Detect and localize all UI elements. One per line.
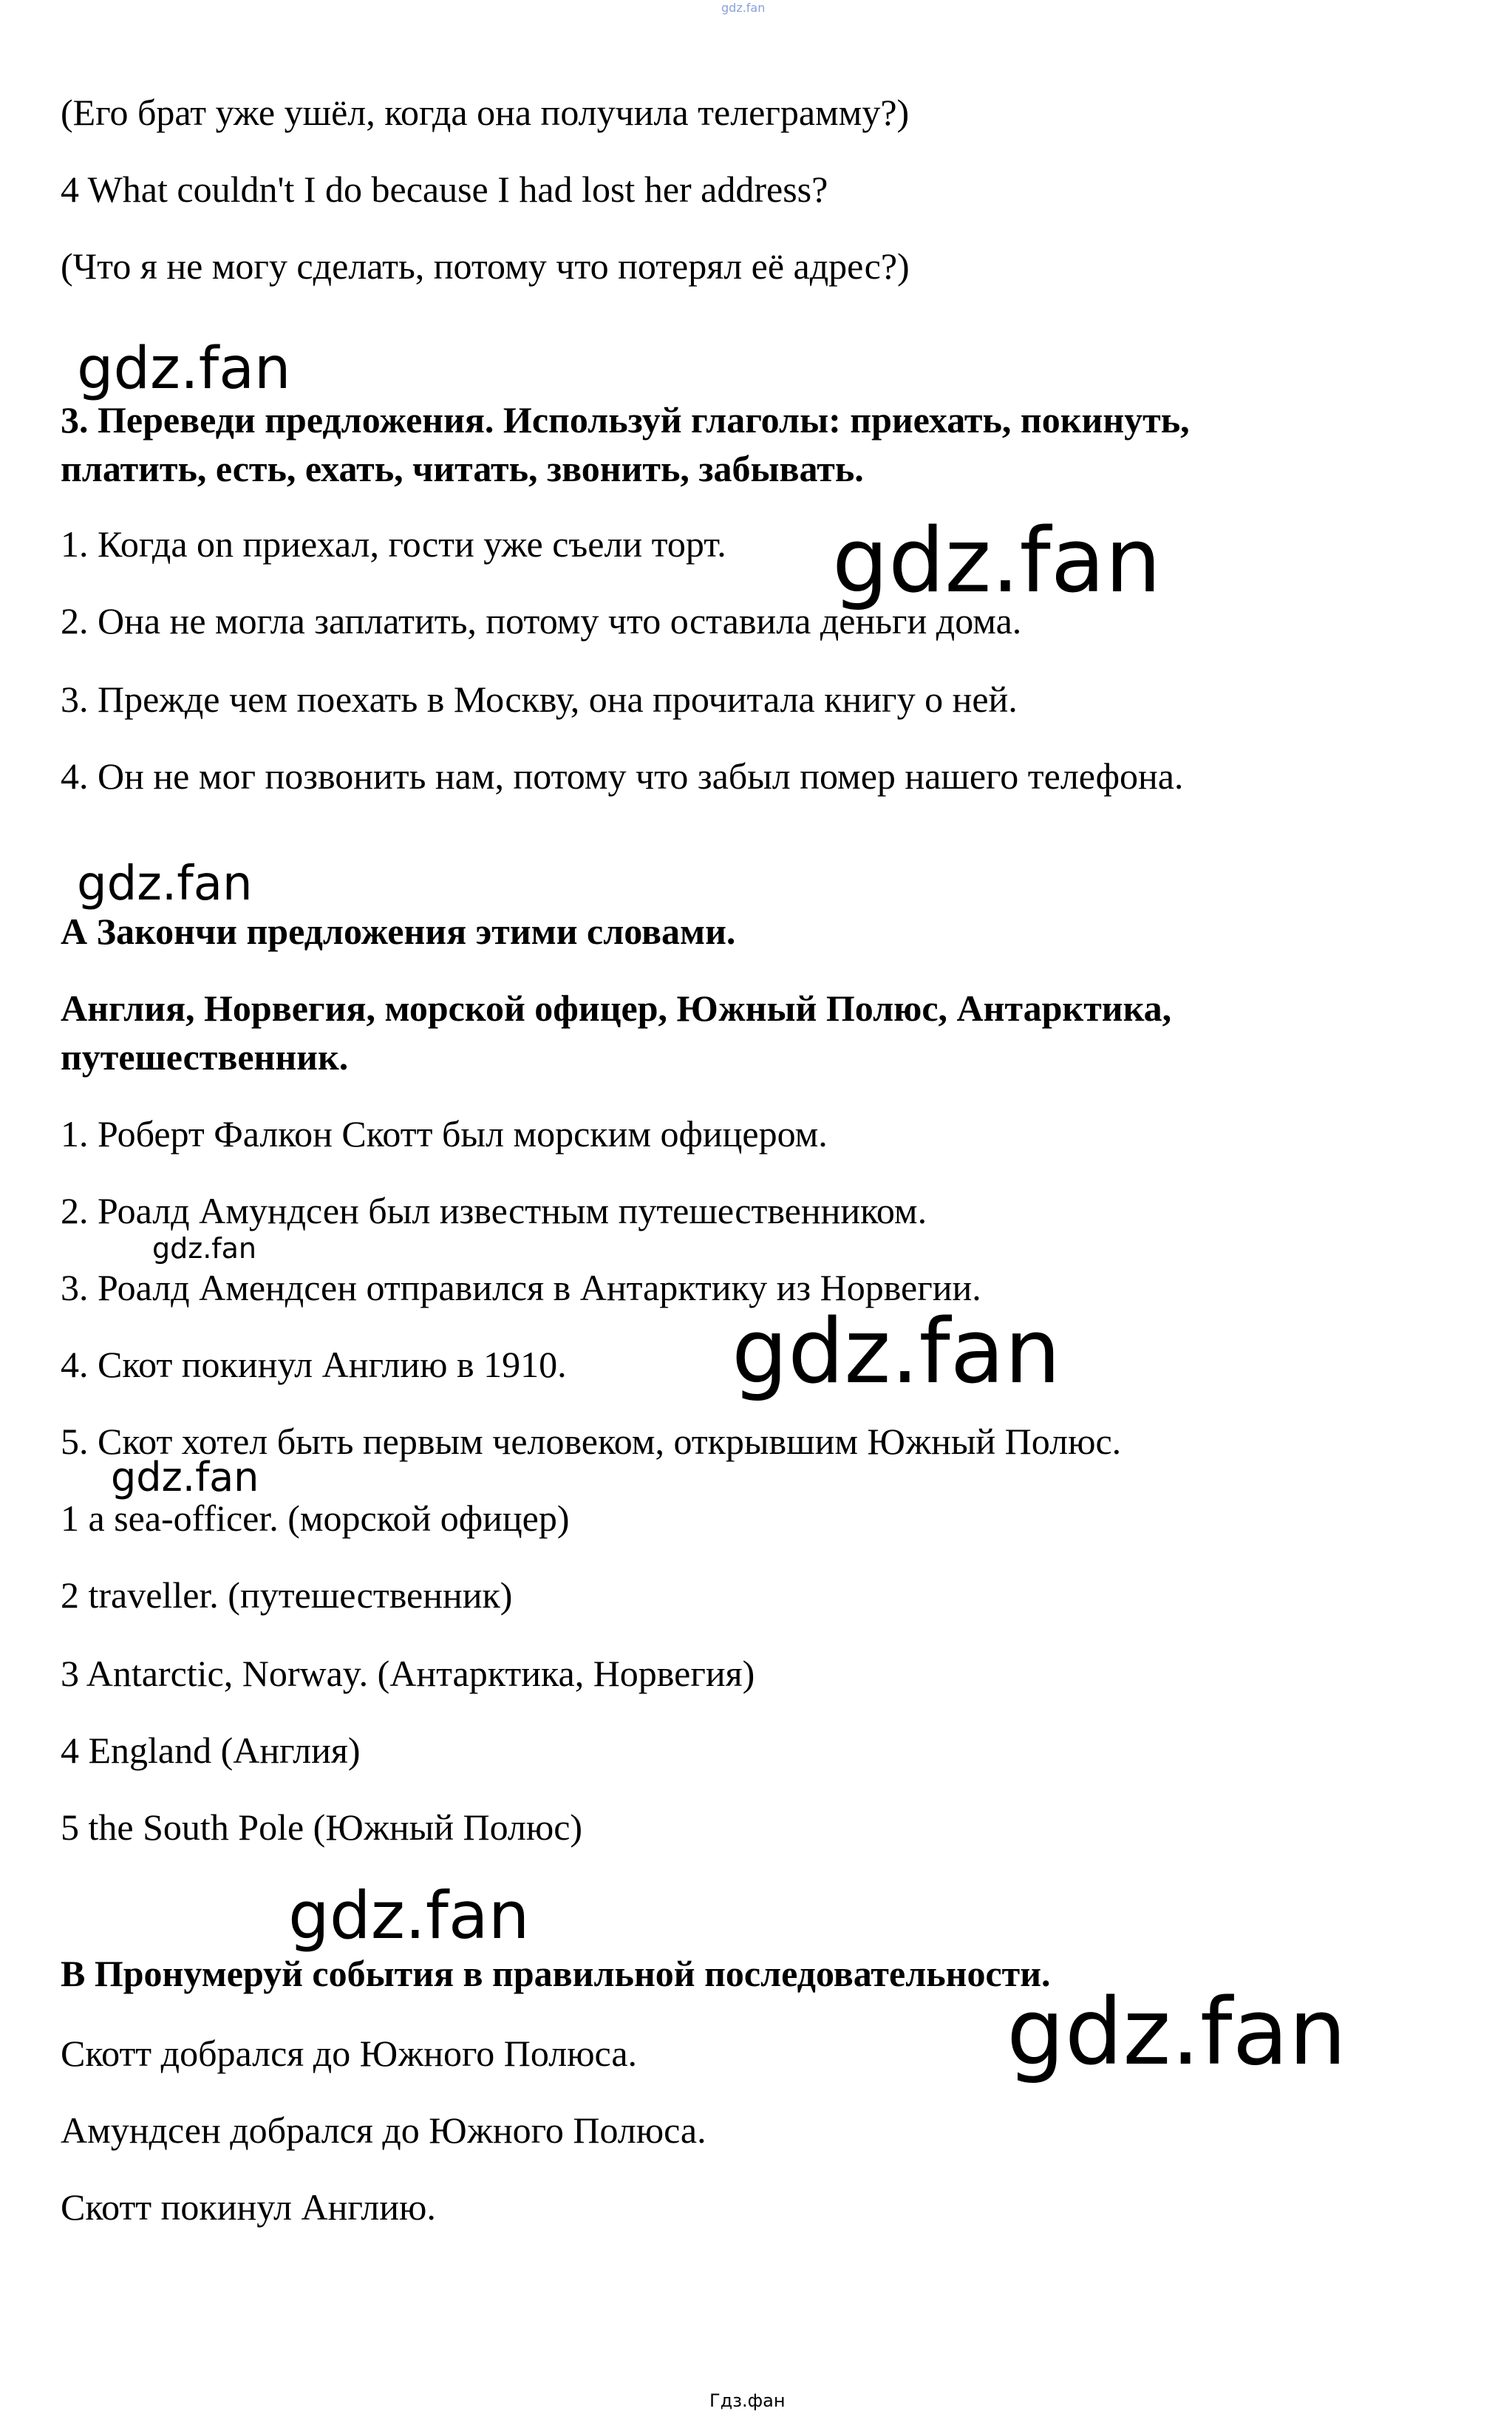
exercise-3-item: 4. Он не мог позвонить нам, потому что забыл помер нашего телефона. — [61, 755, 1184, 797]
exercise-3-item: 3. Прежде чем поехать в Москву, она прочитала книгу о ней. — [61, 679, 1018, 720]
watermark: gdz.fan — [832, 510, 1162, 613]
exercise-a-sentence: 4. Скот покинул Англию в 1910. — [61, 1344, 567, 1385]
exercise-a-answer: 1 a sea-officer. (морской офицер) — [61, 1497, 570, 1539]
exercise-3-item: 1. Когда on приехал, гости уже съели торт. — [61, 523, 726, 565]
watermark: gdz.fan — [152, 1232, 257, 1265]
exercise-a-answer: 2 traveller. (путешественник) — [61, 1574, 513, 1616]
continuation-line-2: 4 What couldn't I do because I had lost her address? — [61, 169, 828, 210]
exercise-3-heading-line-2: платить, есть, ехать, читать, звонить, забывать. — [61, 448, 864, 489]
exercise-b-item: Скотт покинул Англию. — [61, 2186, 436, 2228]
exercise-b-item: Скотт добрался до Южного Полюса. — [61, 2033, 638, 2074]
exercise-a-sentence: 3. Роалд Амендсен отправился в Антарктику из Норвегии. — [61, 1267, 981, 1308]
exercise-a-sentence: 5. Скот хотел быть первым человеком, открывшим Южный Полюс. — [61, 1421, 1122, 1462]
exercise-a-answer: 5 the South Pole (Южный Полюс) — [61, 1806, 583, 1848]
watermark: gdz.fan — [77, 336, 291, 402]
exercise-3-item: 2. Она не могла заплатить, потому что оставила деньги дома. — [61, 600, 1022, 642]
exercise-a-answer: 4 England (Англия) — [61, 1730, 361, 1771]
exercise-a-heading: А Закончи предложения этими словами. — [61, 911, 736, 952]
exercise-a-answer: 3 Antarctic, Norway. (Антарктика, Норвегия) — [61, 1653, 755, 1694]
exercise-a-sentence: 2. Роалд Амундсен был известным путешественником. — [61, 1190, 927, 1231]
exercise-a-sentence: 1. Роберт Фалкон Скотт был морским офицером. — [61, 1113, 828, 1155]
exercise-b-item: Амундсен добрался до Южного Полюса. — [61, 2109, 706, 2151]
footer-watermark: Гдз.фан — [709, 2390, 786, 2411]
exercise-a-words-line-1: Англия, Норвегия, морской офицер, Южный Полюс, Антарктика, — [61, 987, 1172, 1029]
watermark: gdz.fan — [77, 857, 253, 911]
watermark: gdz.fan — [1007, 1979, 1347, 2086]
exercise-a-words-line-2: путешественник. — [61, 1036, 349, 1078]
continuation-line-3: (Что я не могу сделать, потому что потерял её адрес?) — [61, 245, 910, 287]
watermark: gdz.fan — [732, 1301, 1061, 1404]
watermark: gdz.fan — [288, 1877, 530, 1954]
exercise-3-heading-line-1: 3. Переведи предложения. Используй глаголы: приехать, покинуть, — [61, 399, 1190, 441]
continuation-line-1: (Его брат уже ушёл, когда она получила телеграмму?) — [61, 92, 910, 133]
watermark: gdz.fan — [111, 1454, 259, 1500]
exercise-b-heading: В Пронумеруй события в правильной последовательности. — [61, 1953, 1051, 1994]
watermark-top: gdz.fan — [721, 1, 766, 15]
